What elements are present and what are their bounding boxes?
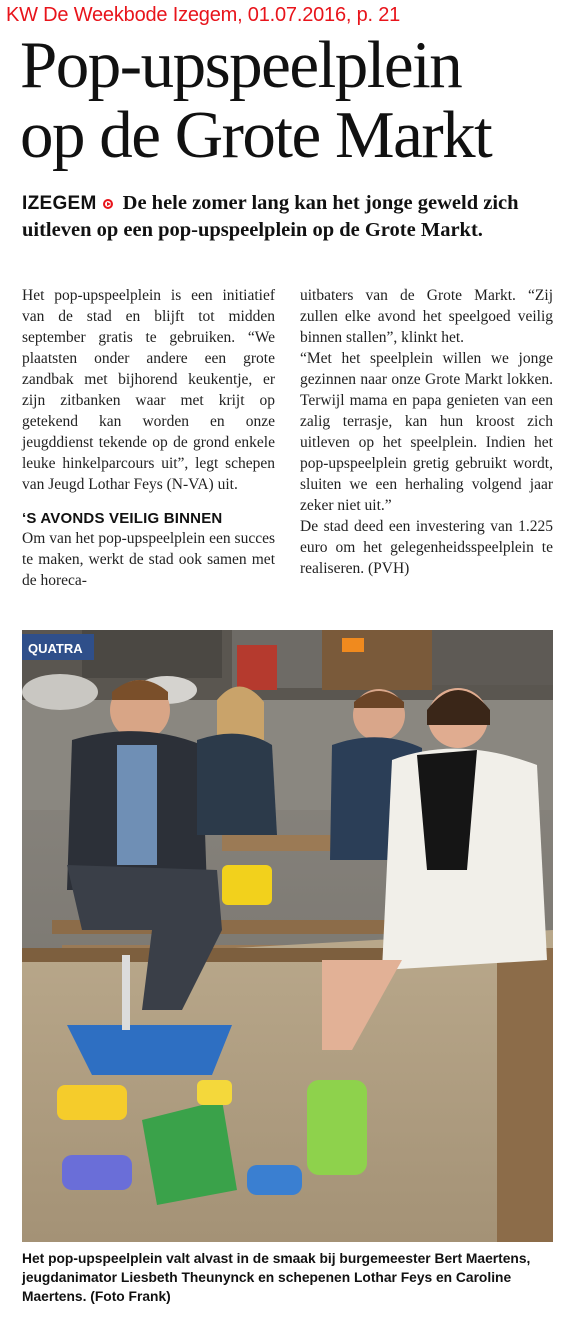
subheading: ‘S AVONDS VEILIG BINNEN (22, 510, 223, 527)
body-paragraph: Het pop-upspeelplein is een initiatief van de stad en blijft tot midden september gratis te gebruiken. “We plaatsten onder andere een grote zandbak met bijhorend keukentje, er zijn zitbanken waar met krijt op getekend kan worden en onze jeugddienst tekende op de grond enkele leuke hinkelparcours uit”, legt schepen van Jeugd Lothar Feys (N-VA) uit. (22, 287, 275, 493)
body-paragraph: Om van het pop-upspeelplein een succes te maken, werkt de stad ook samen met de horeca- (22, 530, 275, 589)
intro-paragraph (22, 190, 542, 243)
body-paragraph: “Met het speelplein willen we jonge gezinnen naar onze Grote Markt lokken. Terwijl mama en papa genieten van een zalig terrasje, kan hun kroost zich uitleven op het speelplein. Indien het pop-upspeelplein gretig gebruikt wordt, sluiten we een herhaling volgend jaar zeker niet uit.” (300, 350, 553, 514)
headline-line-1: Pop-upspeelplein (20, 28, 462, 102)
headline-line-2: op de Grote Markt (20, 98, 492, 172)
body-paragraph: De stad deed een investering van 1.225 euro om het gelegenheidsspeelplein te realiseren. (PVH) (300, 518, 553, 577)
kicker-izegem: IZEGEM (22, 193, 97, 214)
article-photo (22, 630, 553, 1242)
body-paragraph: uitbaters van de Grote Markt. “Zij zullen elke avond het speelgoed veilig binnen stallen”, klinkt het. (300, 287, 553, 346)
red-arrow-bullet-icon (103, 199, 113, 209)
intro-text: De hele zomer lang kan het jonge geweld zich uitleven op een pop-upspeelplein op de Grote Markt. (22, 192, 519, 241)
quatra-sign: QUATRA (28, 641, 83, 656)
column-right (300, 285, 553, 579)
column-left (22, 285, 275, 591)
source-line: KW De Weekbode Izegem, 01.07.2016, p. 21 (6, 4, 401, 26)
photo-caption: Het pop-upspeelplein valt alvast in de smaak bij burgemeester Bert Maertens, jeugdanimator Liesbeth Theunynck en schepenen Lothar Feys en Caroline Maertens. (Foto Frank) (22, 1251, 531, 1304)
headline (20, 30, 560, 170)
